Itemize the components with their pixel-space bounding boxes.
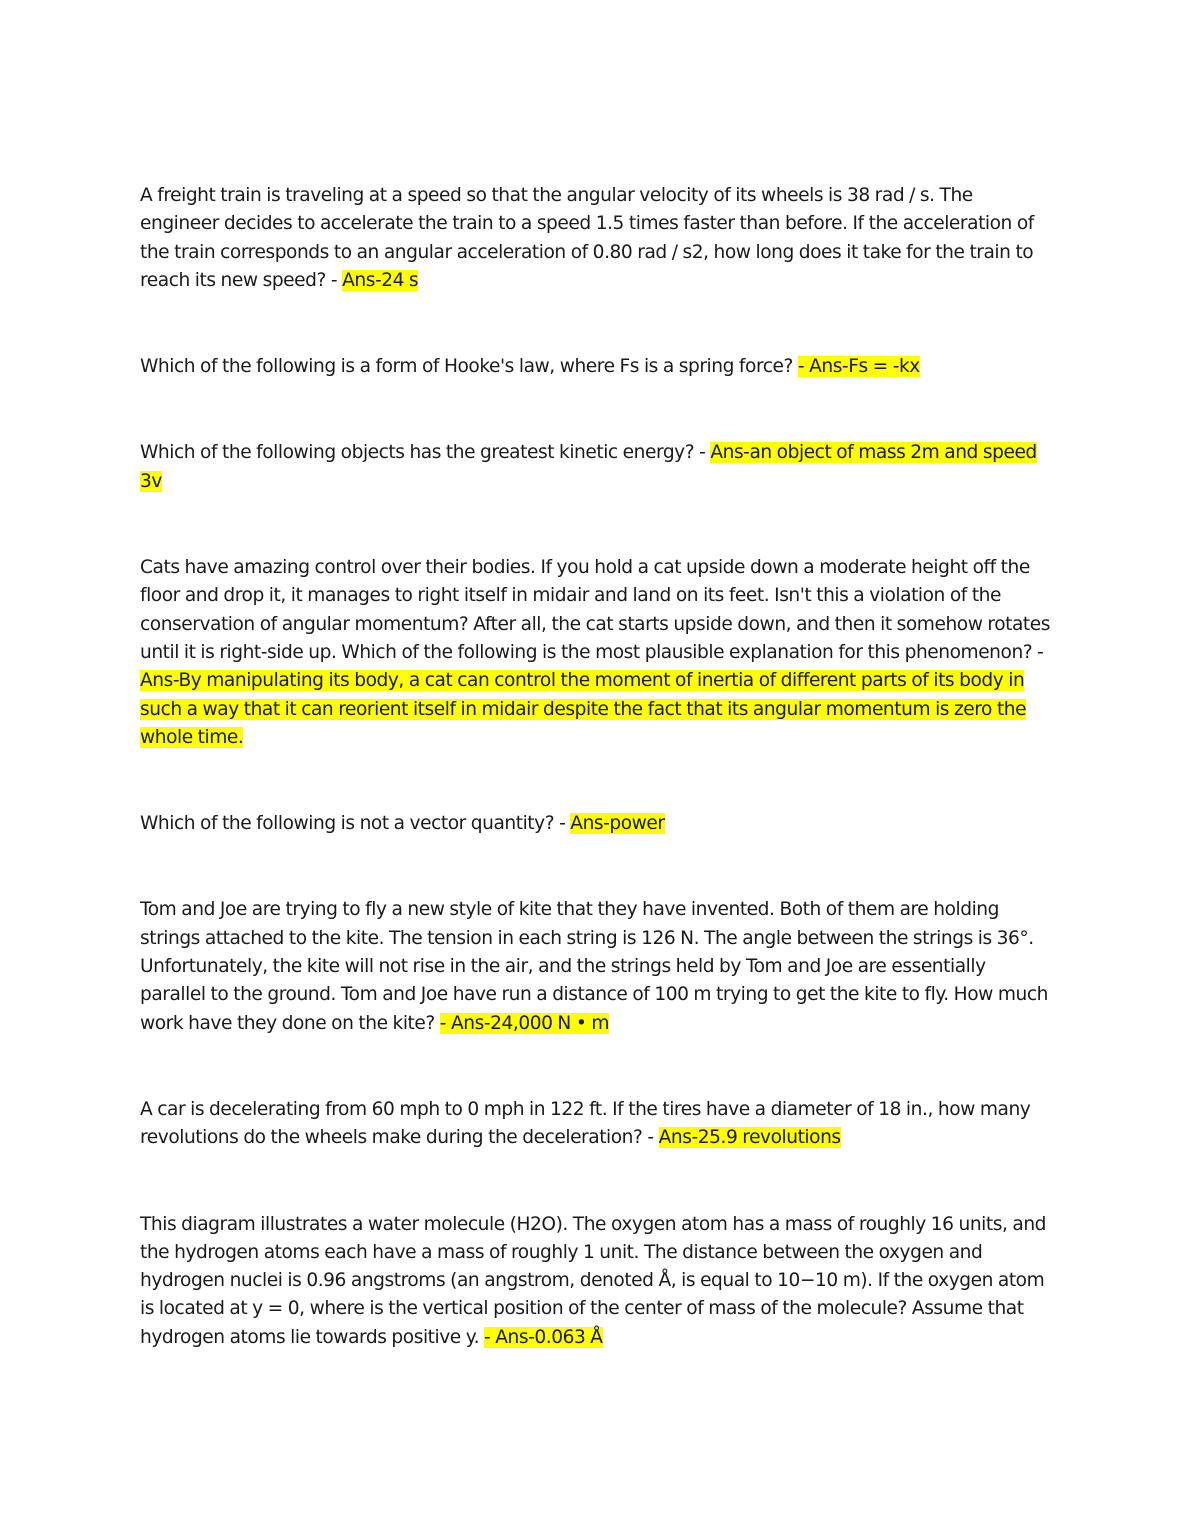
question-text: Which of the following objects has the greatest kinetic energy? -	[140, 442, 711, 464]
question-text: Cats have amazing control over their bodies. If you hold a cat upside down a moderate height off the floor and drop it, it manages to right itself in midair and land on its feet. Isn't this a violation of the conservation of angular momentum? After all, the cat starts upside down, and then it somehow rotates until it is right-side up. Which of the following is the most plausible explanation for this phenomenon? -	[140, 557, 1050, 663]
answer-highlight: Ans-24 s	[342, 269, 419, 291]
qa-item-7	[140, 1096, 1055, 1153]
answer-highlight: Ans-25.9 revolutions	[658, 1127, 841, 1149]
answer-highlight: Ans-an object of mass 2m and speed 3v	[140, 442, 1037, 492]
question-text: Tom and Joe are trying to fly a new style of kite that they have invented. Both of them are holding strings attached to the kite. The tension in each string is 126 N. The angle between the strings is 36°. Unfortunately, the kite will not rise in the air, and the strings held by Tom and Joe are essentially parallel to the ground. Tom and Joe have run a distance of 100 m trying to get the kite to fly. How much work have they done on the kite?	[140, 899, 1048, 1034]
question-text: Which of the following is a form of Hooke's law, where Fs is a spring force?	[140, 356, 798, 378]
question-text: Which of the following is not a vector quantity? -	[140, 813, 571, 835]
qa-item-4	[140, 554, 1055, 752]
qa-item-3	[140, 439, 1055, 496]
answer-highlight: - Ans-24,000 N • m	[439, 1012, 609, 1034]
document-page	[140, 182, 1055, 1352]
qa-item-8	[140, 1211, 1055, 1352]
qa-item-5	[140, 810, 1055, 838]
question-text: A car is decelerating from 60 mph to 0 mph in 122 ft. If the tires have a diameter of 18 in., how many revolutions do the wheels make during the deceleration? -	[140, 1098, 1031, 1149]
answer-highlight: Ans-By manipulating its body, a cat can control the moment of inertia of different parts of its body in such a way that it can reorient itself in midair despite the fact that its angular momentum is zero the whole time.	[140, 670, 1027, 748]
question-text: A freight train is traveling at a speed so that the angular velocity of its wheels is 38 rad / s. The engineer decides to accelerate the train to a speed 1.5 times faster than before. If the acceleration of the train corresponds to an angular acceleration of 0.80 rad / s2, how long does it take for the train to reach its new speed? -	[140, 185, 1034, 291]
qa-item-2	[140, 353, 1055, 381]
answer-highlight: - Ans-0.063 Å	[484, 1326, 603, 1348]
answer-highlight: - Ans-Fs = -kx	[797, 356, 920, 378]
qa-item-1	[140, 182, 1055, 295]
question-text: This diagram illustrates a water molecule (H2O). The oxygen atom has a mass of roughly 16 units, and the hydrogen atoms each have a mass of roughly 1 unit. The distance between the oxygen and hydrogen nuclei is 0.96 angstroms (an angstrom, denoted Å, is equal to 10−10 m). If the oxygen atom is located at y = 0, where is the vertical position of the center of mass of the molecule? Assume that hydrogen atoms lie towards positive y.	[140, 1213, 1047, 1348]
answer-highlight: Ans-power	[570, 813, 665, 835]
qa-item-6	[140, 896, 1055, 1037]
